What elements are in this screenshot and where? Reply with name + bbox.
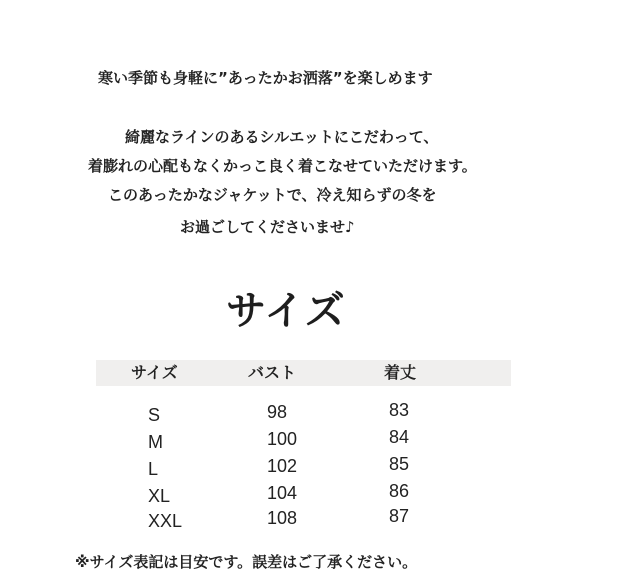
row-size: M <box>148 432 163 452</box>
row-length: 84 <box>389 427 410 447</box>
row-length: 83 <box>389 400 410 420</box>
header-size: サイズ <box>131 363 178 382</box>
intro-line: 綺麗なラインのあるシルエットにこだわって、 <box>125 128 439 146</box>
row-size: S <box>148 405 161 425</box>
header-bust: バスト <box>248 363 297 382</box>
intro-headline: 寒い季節も身軽に”あったかお洒落”を楽しめます <box>98 69 433 87</box>
intro-line: 着膨れの心配もなくかっこ良く着こなせていただけます。 <box>88 157 477 175</box>
row-bust: 98 <box>267 402 288 422</box>
row-size: L <box>148 459 159 479</box>
intro-line: このあったかなジャケットで、冷え知らずの冬を <box>108 186 437 204</box>
row-size: XXL <box>148 511 183 531</box>
row-size: XL <box>148 486 171 506</box>
row-length: 87 <box>389 506 410 526</box>
row-length: 86 <box>389 481 410 501</box>
header-length: 着丈 <box>384 363 417 382</box>
size-section-title: サイズ <box>226 288 346 334</box>
size-table-header <box>96 360 511 386</box>
row-bust: 100 <box>267 429 298 449</box>
size-disclaimer: ※サイズ表記は目安です。誤差はご了承ください。 <box>75 553 418 571</box>
row-bust: 108 <box>267 508 298 528</box>
row-bust: 102 <box>267 456 298 476</box>
row-length: 85 <box>389 454 410 474</box>
intro-line: お過ごしてくださいませ♪ <box>180 218 355 236</box>
row-bust: 104 <box>267 483 298 503</box>
